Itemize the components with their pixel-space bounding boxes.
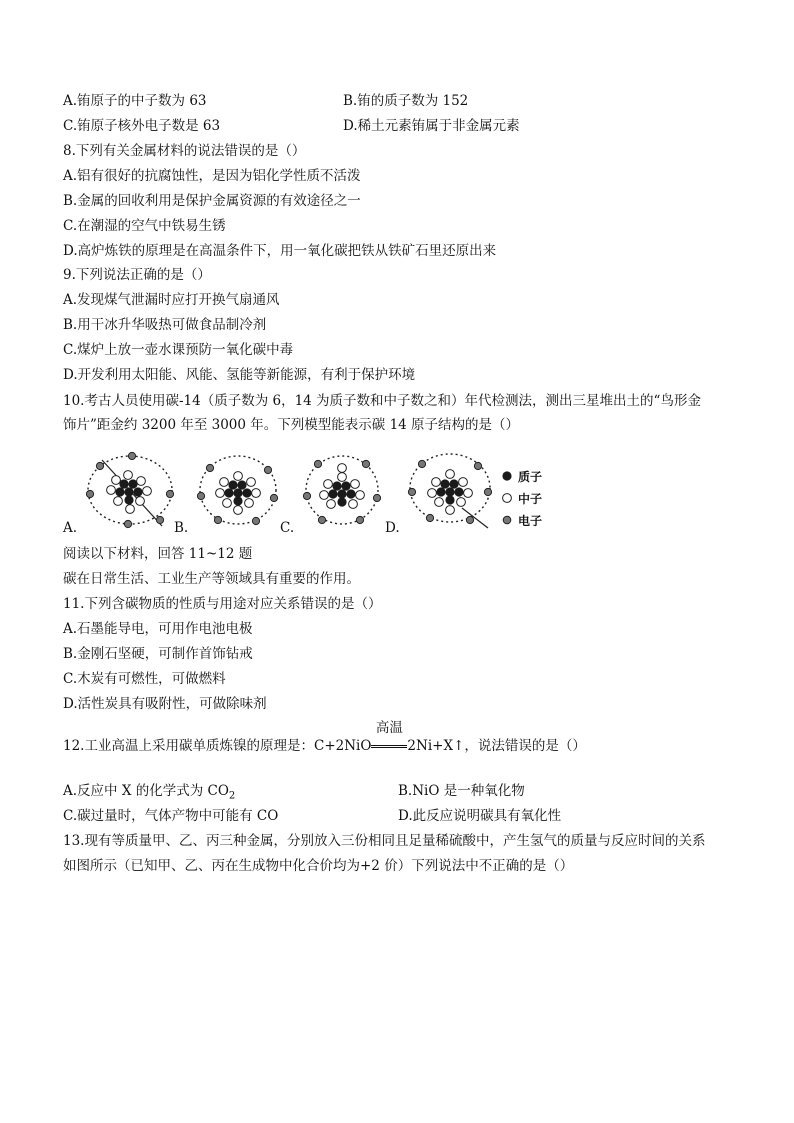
q10-option-a-label: A.	[63, 520, 78, 536]
atom-model-a	[86, 452, 173, 527]
q11-option-d: D.活性炭具有吸附性，可做除味剂	[63, 696, 267, 712]
q12-option-c: C.碳过量时，气体产物中可能有 CO	[63, 808, 279, 824]
q12-stem-prefix: 12.工业高温上采用碳单质炼镍的原理是：	[63, 738, 314, 754]
q7-option-a: A.铕原子的中子数为 63	[63, 93, 207, 109]
legend-proton-symbol	[502, 471, 511, 480]
atom-model-b	[197, 456, 277, 525]
q12-option-a-text: A.反应中 X 的化学式为 CO	[63, 783, 229, 799]
legend-proton-label: 质子	[518, 470, 543, 484]
q11-option-c: C.木炭有可燃性，可做燃料	[63, 671, 226, 687]
q12-option-a-subscript: 2	[228, 790, 236, 802]
q8-option-a: A.铝有很好的抗腐蚀性，是因为铝化学性质不活泼	[63, 168, 361, 184]
q10-option-b-label: B.	[174, 520, 189, 536]
q12-eq-condition	[371, 720, 407, 755]
q12-eq-left: C+2NiO	[313, 738, 372, 754]
legend-electron-label: 电子	[518, 514, 543, 528]
q8-option-c: C.在潮湿的空气中铁易生锈	[63, 218, 226, 234]
q7-option-b: B.铕的质子数为 152	[343, 93, 469, 109]
q8-option-d: D.高炉炼铁的原理是在高温条件下，用一氧化碳把铁从铁矿石里还原出来	[63, 243, 497, 259]
q10-option-c-label: C.	[280, 520, 295, 536]
q12-stem-suffix: ，说法错误的是（）	[464, 738, 586, 754]
q12-option-d: D.此反应说明碳具有氧化性	[398, 808, 562, 824]
q12-option-b: B.NiO 是一种氧化物	[398, 783, 525, 799]
q8-stem: 8.下列有关金属材料的说法错误的是（）	[63, 143, 306, 159]
q12-eq-right: 2Ni+X↑	[407, 738, 465, 754]
q9-option-c: C.煤炉上放一壶水课预防一氧化碳中毒	[63, 342, 294, 358]
atom-model-d	[408, 454, 491, 528]
q12-stem	[63, 720, 586, 755]
legend-neutron-symbol	[503, 494, 512, 503]
q9-option-a: A.发现煤气泄漏时应打开换气扇通风	[63, 292, 280, 308]
reading-material: 碳在日常生活、工业生产等领域具有重要的作用。	[63, 571, 360, 587]
q10-stem-line2: 饰片”距金约 3200 年至 3000 年。下列模型能表示碳 14 原子结构的是（）	[63, 417, 520, 433]
q11-option-b: B.金刚石坚硬，可制作首饰钻戒	[63, 646, 253, 662]
reading-intro: 阅读以下材料，回答 11~12 题	[63, 546, 253, 562]
atom-models-figure	[60, 448, 580, 538]
q8-option-b: B.金属的回收利用是保护金属资源的有效途径之一	[63, 193, 361, 209]
q11-stem: 11.下列含碳物质的性质与用途对应关系错误的是（）	[63, 596, 382, 612]
q7-option-d: D.稀土元素铕属于非金属元素	[343, 118, 520, 134]
q12-eq-condition-text: 高温	[375, 720, 403, 736]
q12-option-a	[63, 782, 235, 806]
q13-stem-line1: 13.现有等质量甲、乙、丙三种金属，分别放入三份相同且足量稀硫酸中，产生氢气的质量与反应时间的关系	[63, 833, 706, 849]
q7-option-c: C.铕原子核外电子数是 63	[63, 118, 221, 134]
atom-model-c	[303, 456, 380, 524]
q9-stem: 9.下列说法正确的是（）	[63, 267, 211, 283]
q13-stem-line2: 如图所示（已知甲、乙、丙在生成物中化合价均为+2 价）下列说法中不正确的是（）	[63, 858, 574, 874]
legend-neutron-label: 中子	[518, 492, 543, 506]
q9-option-b: B.用干冰升华吸热可做食品制冷剂	[63, 317, 267, 333]
q9-option-d: D.开发利用太阳能、风能、氢能等新能源，有利于保护环境	[63, 367, 416, 383]
q10-stem-line1: 10.考古人员使用碳-14（质子数为 6，14 为质子数和中子数之和）年代检测法，测出三星堆出土的“鸟形金	[63, 393, 701, 409]
q11-option-a: A.石墨能导电，可用作电池电极	[63, 621, 253, 637]
legend-electron-symbol	[503, 516, 511, 524]
q10-option-d-label: D.	[385, 520, 400, 536]
